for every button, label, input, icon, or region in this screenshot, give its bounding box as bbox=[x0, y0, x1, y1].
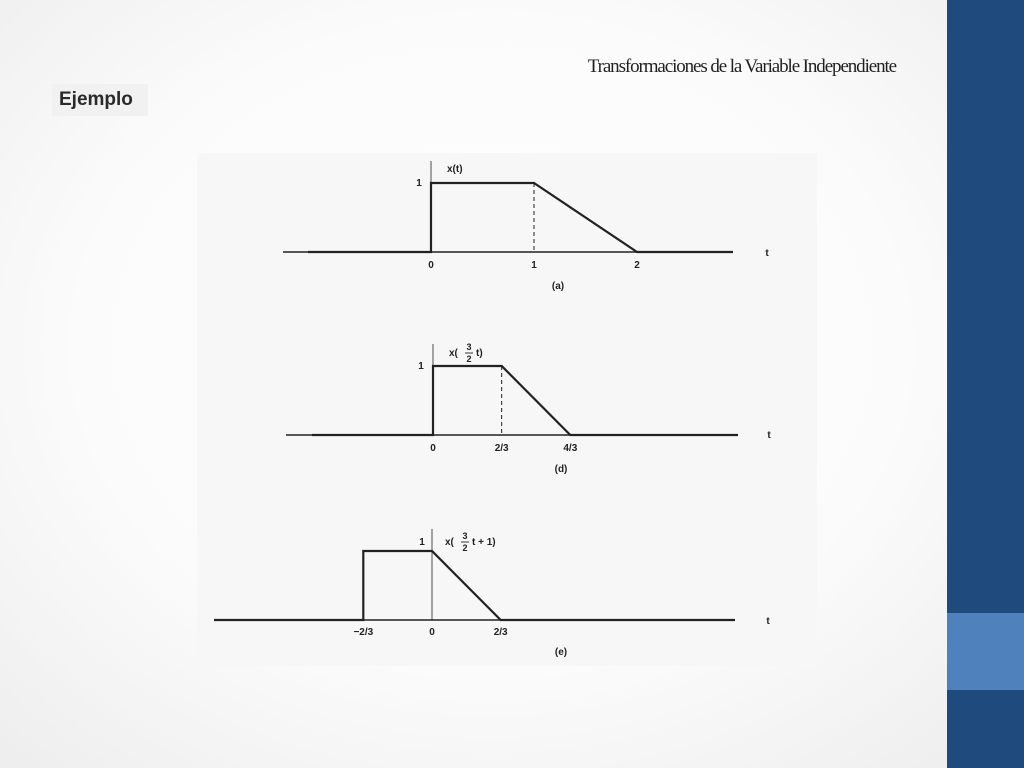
signal-label-prefix: x( bbox=[449, 348, 458, 359]
tick-label: −2/3 bbox=[353, 627, 374, 638]
signal-label-denominator: 2 bbox=[462, 543, 468, 553]
signal-waveform bbox=[214, 551, 735, 620]
tick-label: 0 bbox=[428, 260, 434, 271]
signal-label-suffix: t + 1) bbox=[472, 537, 496, 548]
plot-a bbox=[283, 161, 733, 252]
signal-waveform bbox=[312, 366, 738, 435]
plot-caption: (a) bbox=[551, 281, 565, 292]
amplitude-label: 1 bbox=[418, 361, 424, 372]
plot-d bbox=[286, 344, 738, 435]
tick-label: 0 bbox=[430, 443, 436, 454]
signal-label-prefix: x( bbox=[445, 537, 454, 548]
signal-label: x(t) bbox=[447, 164, 463, 175]
example-heading: Ejemplo bbox=[52, 84, 148, 116]
signal-label-numerator: 3 bbox=[466, 342, 472, 352]
tick-label: 1 bbox=[531, 260, 537, 271]
signal-label-suffix: t) bbox=[476, 348, 483, 359]
tick-label: 0 bbox=[429, 627, 435, 638]
slide-title: Transformaciones de la Variable Independiente bbox=[587, 56, 896, 77]
amplitude-label: 1 bbox=[416, 178, 422, 189]
axis-label-t: t bbox=[767, 430, 771, 441]
tick-label: 2/3 bbox=[494, 443, 509, 454]
signal-waveform bbox=[308, 183, 733, 252]
tick-label: 4/3 bbox=[563, 443, 578, 454]
tick-label: 2 bbox=[634, 260, 640, 271]
plot-caption: (d) bbox=[554, 464, 568, 475]
axis-label-t: t bbox=[766, 616, 770, 627]
signal-label-denominator: 2 bbox=[466, 354, 472, 364]
signal-label-numerator: 3 bbox=[462, 531, 468, 541]
plot-caption: (e) bbox=[554, 647, 568, 658]
amplitude-label: 1 bbox=[419, 537, 425, 548]
axis-label-t: t bbox=[765, 248, 769, 259]
tick-label: 2/3 bbox=[493, 627, 508, 638]
